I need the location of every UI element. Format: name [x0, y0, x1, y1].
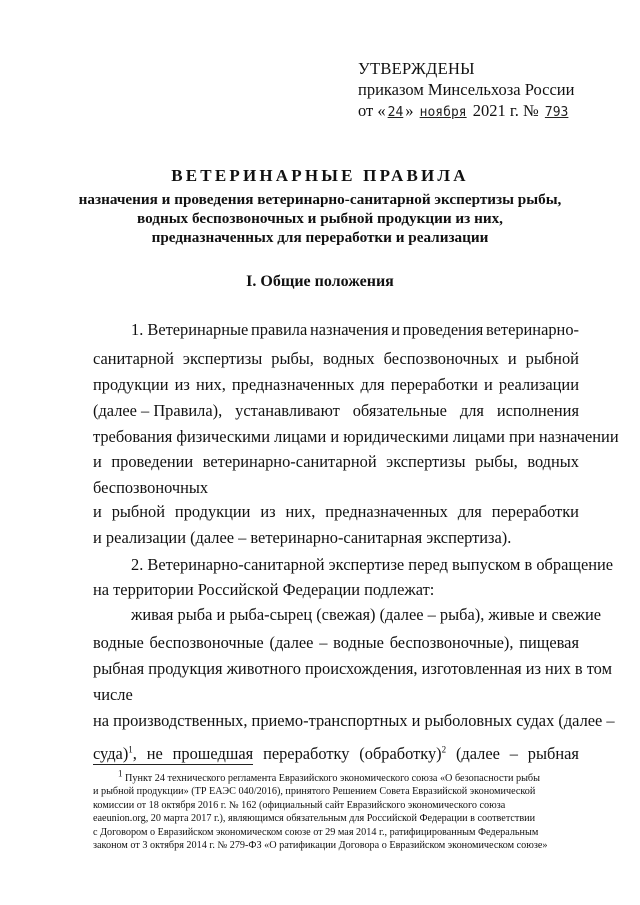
date-year: 2021 г. № [472, 101, 539, 120]
body-word: ветеринарно-санитарной [202, 452, 377, 471]
body-word: и [93, 452, 102, 471]
body-word: – [319, 633, 328, 652]
body-word: и [507, 349, 517, 368]
footnote-text: eaeunion.org, 20 марта 2017 г.), являющимся обязательным для Российской Федерации в соответствии [93, 813, 536, 824]
handwritten-month: ноября [419, 105, 467, 120]
body-word: экспертизы [182, 349, 263, 368]
footnote-text: Пункт 24 технического регламента Евразийского экономического союза «О безопасности рыбы [125, 773, 540, 784]
body-word: живая рыба и рыба-сырец (свежая) (далее – рыба), живые и свежие [131, 605, 602, 624]
body-word: водные [93, 633, 144, 652]
footnote-ref-2: 2 [441, 744, 447, 755]
body-line [93, 685, 579, 705]
footnote-line [93, 826, 579, 840]
body-word: требования физическими лицами и юридическими лицами при назначении [93, 427, 619, 446]
footnote-line [93, 785, 579, 799]
body-word: ветеринарно- [485, 320, 579, 339]
body-word: беспозвоночные [149, 633, 264, 652]
body-word: беспозвоночные), [389, 633, 514, 652]
body-word: водных [527, 452, 579, 471]
date-prefix: от « [358, 101, 386, 120]
body-word: экспертизы [386, 452, 466, 471]
body-word: – [509, 744, 518, 763]
body-line [93, 502, 579, 522]
body-word: прошедшая [172, 744, 254, 763]
body-word: на территории Российской Федерации подлежат: [93, 580, 435, 599]
body-word: предназначенных [325, 502, 448, 521]
footnote-line [93, 799, 579, 813]
body-line [131, 605, 602, 625]
approval-date-line [358, 100, 574, 123]
approval-order: приказом Минсельхоза России [358, 80, 575, 99]
body-word: санитарной [93, 349, 174, 368]
body-word: водных [322, 349, 375, 368]
section-heading: I. Общие положения [246, 273, 394, 290]
body-word: и [391, 320, 400, 339]
body-word: назначения [309, 320, 389, 339]
body-word: правила [251, 320, 308, 339]
footnote-text: с Договором о Евразийском экономическом союзе от 29 мая 2014 г., ратифицированным Федеральным [93, 827, 539, 838]
body-line [93, 528, 579, 548]
footnote-separator [93, 764, 253, 765]
body-line [93, 478, 579, 498]
subtitle-line: предназначенных для переработки и реализации [151, 229, 489, 246]
document-title: ВЕТЕРИНАРНЫЕ ПРАВИЛА [171, 166, 469, 185]
body-line [93, 659, 612, 679]
footnote-marker: 1 [118, 768, 123, 779]
body-word: рыбной [111, 502, 165, 521]
handwritten-day: 24 [387, 105, 404, 120]
handwritten-number: 793 [544, 105, 569, 120]
body-word: из [174, 375, 190, 394]
body-word: для [360, 375, 385, 394]
date-mid: » [405, 101, 414, 120]
body-line [93, 427, 619, 447]
footnote-text: и рыбной продукции» (ТР ЕАЭС 040/2016), принятого Решением Совета Евразийской экономической [93, 786, 536, 797]
body-word: для [457, 502, 482, 521]
body-word: проведения [402, 320, 484, 339]
body-word: переработку [263, 744, 350, 763]
body-word: рыбной [525, 349, 579, 368]
body-word: не [146, 744, 163, 763]
body-word: беспозвоночных [93, 478, 209, 497]
body-word: рыбная продукция животного происхождения, изготовленная из них в том [93, 659, 612, 678]
body-word: проведении [111, 452, 194, 471]
subtitle-line: водных беспозвоночных и рыбной продукции из них, [137, 210, 503, 227]
body-line [93, 375, 579, 395]
subtitle-line: назначения и проведения ветеринарно-санитарной экспертизы рыбы, [78, 191, 562, 208]
body-word: 2. Ветеринарно-санитарной экспертизе перед выпуском в обращение [131, 555, 614, 574]
body-word: и [93, 502, 102, 521]
body-word: рыбы, [475, 452, 518, 471]
body-word: водные [333, 633, 384, 652]
footnote-text: законом от 3 октября 2014 г. № 279-ФЗ «О ратификации Договора о Евразийском экономическом союзе» [93, 840, 548, 851]
body-line-footnote-refs [93, 744, 579, 764]
footnote-text: комиссии от 18 октября 2016 г. № 162 (официальный сайт Евразийского экономического союза [93, 800, 506, 811]
body-word: (далее – Правила), [93, 401, 223, 420]
body-line [93, 349, 579, 369]
body-word: рыбы, [271, 349, 314, 368]
body-word: пищевая [519, 633, 579, 652]
footnote-line [93, 812, 579, 826]
footnote-line [118, 768, 579, 786]
body-word: устанавливают [235, 401, 340, 420]
footnote-ref-1: 1 [128, 744, 133, 755]
body-word: 1. Ветеринарные [131, 320, 249, 339]
body-word: для [459, 401, 484, 420]
footnote-line [93, 839, 579, 853]
body-word: переработки [491, 502, 579, 521]
body-word: реализации [498, 375, 579, 394]
body-line [93, 401, 579, 421]
body-word: беспозвоночных [383, 349, 499, 368]
body-word: продукции [93, 375, 169, 394]
body-word: рыбная [527, 744, 579, 763]
body-word: (далее [455, 744, 500, 763]
body-word: продукции [174, 502, 251, 521]
body-word: предназначенных [231, 375, 355, 394]
body-word: переработки [390, 375, 478, 394]
body-line [93, 711, 615, 731]
body-word: (далее [269, 633, 314, 652]
body-word: обязательные [352, 401, 447, 420]
body-line [93, 580, 579, 600]
body-word: и реализации (далее – ветеринарно-санитарная экспертиза). [93, 528, 512, 547]
body-word: них, [285, 502, 316, 521]
body-word: на производственных, приемо-транспортных и рыболовных судах (далее – [93, 711, 615, 730]
body-word: (обработку)$^2$ [359, 744, 447, 763]
body-word: из [260, 502, 276, 521]
approval-block [358, 58, 574, 123]
body-word: суда)$^1$, [93, 744, 137, 763]
body-line [131, 555, 614, 575]
approval-status: УТВЕРЖДЕНЫ [358, 59, 475, 78]
document-subtitle [60, 190, 580, 247]
body-line [93, 452, 579, 472]
body-line [131, 320, 579, 340]
body-word: и [484, 375, 493, 394]
body-word: них, [195, 375, 226, 394]
body-word: исполнения [496, 401, 579, 420]
body-line [93, 633, 579, 653]
body-word: числе [93, 685, 133, 704]
